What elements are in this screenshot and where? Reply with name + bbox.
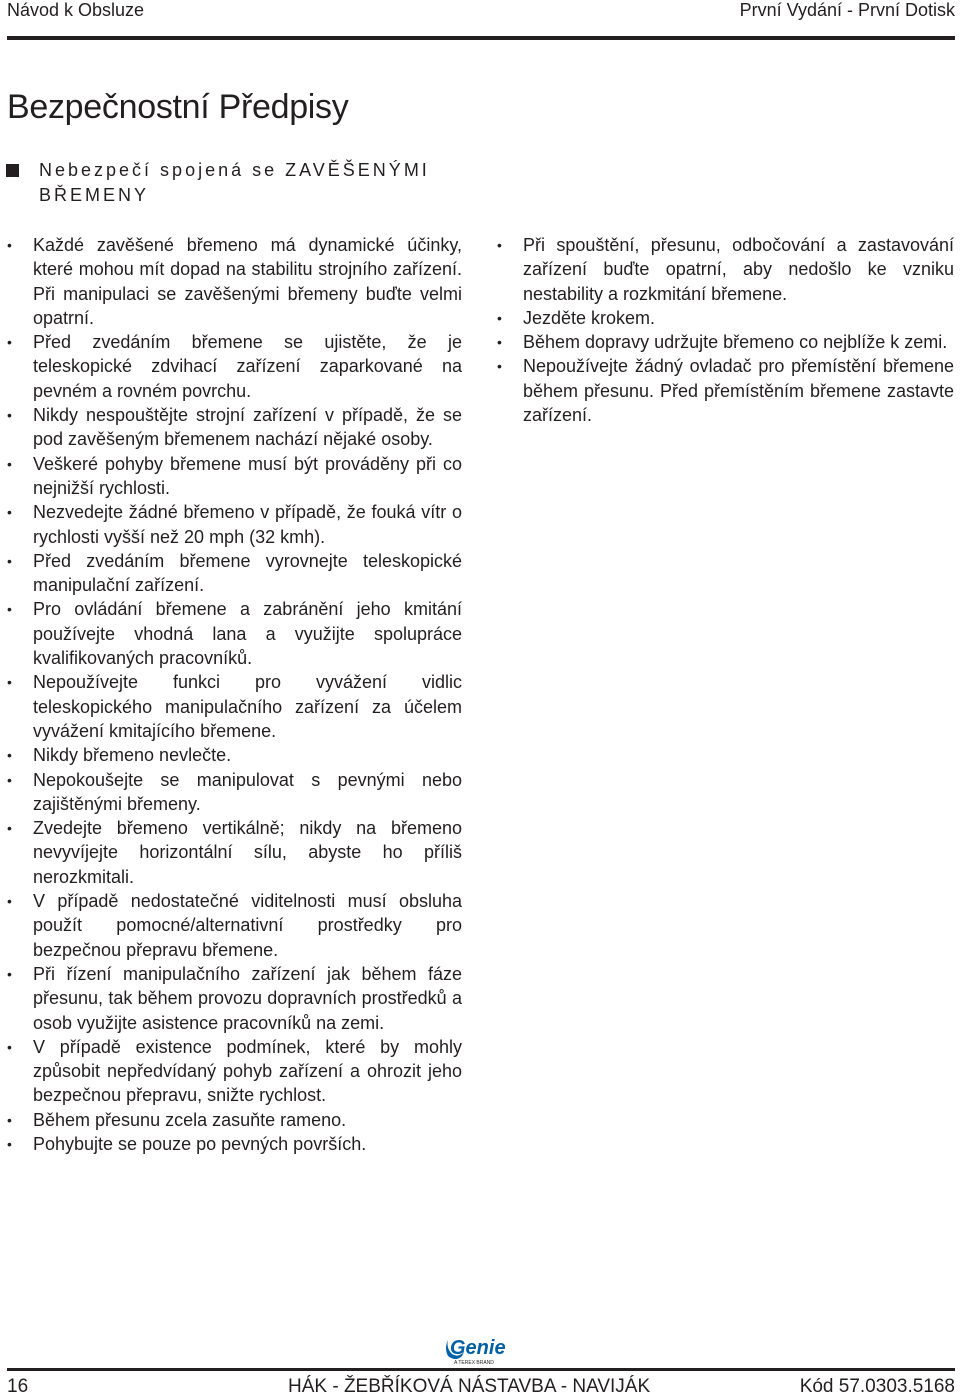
list-item-text: Při řízení manipulačního zařízení jak během fáze přesunu, tak během provozu dopravních prostředků a osob využijte asistence pracovníků na zemi. <box>33 963 462 1033</box>
list-item-text: Nezvedejte žádné břemeno v případě, že fouká vítr o rychlosti vyšší než 20 mph (32 kmh). <box>33 502 462 547</box>
list-item <box>7 597 462 670</box>
bullet-icon: • <box>7 1038 12 1055</box>
footer-document-code: Kód 57.0303.5168 <box>799 1376 955 1397</box>
list-item <box>7 549 462 598</box>
list-item-text: Pohybujte se pouze po pevných površích. <box>33 1133 367 1154</box>
bullet-icon: • <box>7 455 12 472</box>
bullet-icon: • <box>7 237 12 253</box>
list-item <box>497 233 954 306</box>
bullet-icon: • <box>7 747 12 764</box>
list-item-text: V případě existence podmínek, které by mohly způsobit nepředvídaný pohyb zařízení a ohrozit jeho bezpečnou přepravu, snižte rychlost. <box>33 1036 462 1106</box>
bullet-icon: • <box>497 309 502 326</box>
list-item <box>7 962 462 1035</box>
list-item <box>7 452 462 501</box>
bullet-icon: • <box>7 820 12 837</box>
bullet-icon: • <box>7 771 12 788</box>
list-item <box>497 330 954 354</box>
bullet-icon: • <box>7 552 12 569</box>
section-heading-line: BŘEMENY <box>39 185 150 205</box>
list-item <box>7 1035 462 1108</box>
list-item <box>7 1108 462 1132</box>
list-item-text: Nikdy nespouštějte strojní zařízení v případě, že se pod zavěšeným břemenem nachází nějaké osoby. <box>33 405 462 450</box>
header-divider <box>7 36 955 40</box>
bullet-icon: • <box>7 334 12 351</box>
list-item <box>7 670 462 743</box>
list-item-text: Během dopravy udržujte břemeno co nejblíže k zemi. <box>523 332 948 353</box>
list-item-text: Během přesunu zcela zasuňte rameno. <box>33 1109 347 1130</box>
header-edition: První Vydání - První Dotisk <box>739 0 955 20</box>
list-item <box>497 306 954 330</box>
square-bullet-icon <box>6 164 19 177</box>
section-heading-line: Nebezpečí spojená se ZAVĚŠENÝMI <box>39 160 430 180</box>
section-heading-text <box>39 158 430 208</box>
list-item <box>7 330 462 403</box>
bullet-icon: • <box>497 237 502 253</box>
list-item-text: Před zvedáním břemene se ujistěte, že je teleskopické zdvihací zařízení zaparkované na pevném a rovném povrchu. <box>33 332 462 401</box>
list-item-text: Zvedejte břemeno vertikálně; nikdy na břemeno nevyvíjejte horizontální sílu, abyste ho příliš nerozkmitali. <box>33 818 462 887</box>
list-item-text: Nepoužívejte funkci pro vyvážení vidlic teleskopického manipulačního zařízení za účelem vyvážení kmitajícího břemene. <box>33 672 462 741</box>
list-item-text: Před zvedáním břemene vyrovnejte teleskopické manipulační zařízení. <box>33 550 462 596</box>
list-item <box>7 889 462 962</box>
list-item <box>7 403 462 452</box>
bullet-icon: • <box>7 407 12 424</box>
bullet-icon: • <box>7 1111 12 1128</box>
list-item <box>7 743 462 767</box>
list-item-text: Veškeré pohyby břemene musí být prováděny při co nejnižší rychlosti. <box>33 453 462 498</box>
bullet-icon: • <box>497 334 502 351</box>
list-item-text: Nepoužívejte žádný ovladač pro přemístění břemene během přesunu. Před přemístěním břemene zastavte zařízení. <box>523 356 954 426</box>
logo-tagline: A TEREX BRAND <box>454 1360 494 1366</box>
left-column-list <box>7 233 462 1156</box>
bullet-icon: • <box>497 358 502 375</box>
list-item-text: V případě nedostatečné viditelnosti musí obsluha použít pomocné/alternativní prostředky pro bezpečnou přepravu břemene. <box>33 891 462 960</box>
list-item-text: Nepokoušejte se manipulovat s pevnými nebo zajištěnými břemeny. <box>33 769 462 814</box>
page-title: Bezpečnostní Předpisy <box>7 88 349 126</box>
bullet-icon: • <box>7 504 12 521</box>
list-item-text: Pro ovládání břemene a zabránění jeho kmitání používejte vhodná lana a využijte spolupráce kvalifikovaných pracovníků. <box>33 599 462 669</box>
genie-logo <box>444 1336 520 1368</box>
right-column-list <box>497 233 954 427</box>
list-item <box>7 1132 462 1156</box>
list-item-text: Při spouštění, přesunu, odbočování a zastavování zařízení buďte opatrní, aby nedošlo ke vzniku nestability a rozkmitání břemene. <box>523 235 954 304</box>
list-item <box>7 500 462 549</box>
list-item <box>7 233 462 330</box>
list-item <box>7 816 462 889</box>
logo-brand: Genie <box>450 1337 506 1359</box>
footer-section-title: HÁK - ŽEBŘÍKOVÁ NÁSTAVBA - NAVIJÁK <box>288 1376 651 1397</box>
bullet-icon: • <box>7 1135 12 1152</box>
bullet-icon: • <box>7 893 12 910</box>
list-item-text: Jezděte krokem. <box>523 307 656 328</box>
page-number: 16 <box>7 1376 29 1397</box>
bullet-icon: • <box>7 674 12 691</box>
list-item-text: Každé zavěšené břemeno má dynamické účinky, které mohou mít dopad na stabilitu strojního zařízení. Při manipulaci se zavěšenými břemeny buďte velmi opatrní. <box>33 235 462 328</box>
header-manual-title: Návod k Obsluze <box>7 0 145 20</box>
footer-divider <box>7 1368 955 1371</box>
list-item <box>7 768 462 817</box>
list-item-text: Nikdy břemeno nevlečte. <box>33 745 232 766</box>
list-item <box>497 354 954 427</box>
bullet-icon: • <box>7 965 12 982</box>
bullet-icon: • <box>7 601 12 618</box>
